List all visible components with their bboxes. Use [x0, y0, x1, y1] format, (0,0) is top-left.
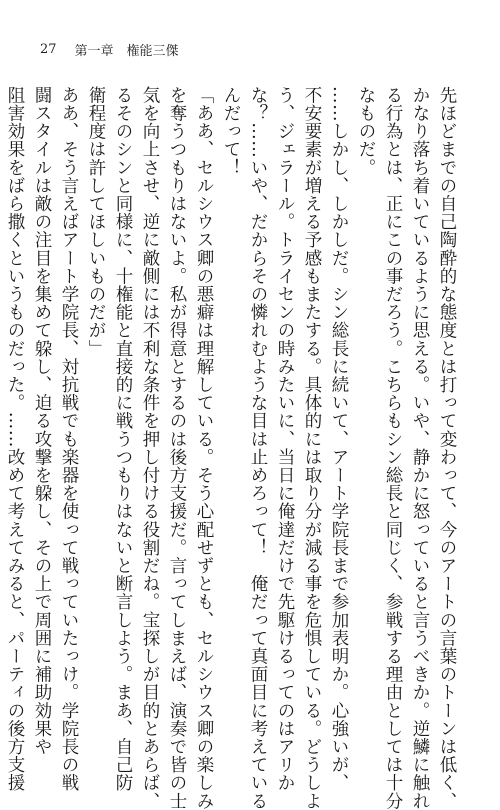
- text-line: 阻害効果をばら撒くというものだった。……改めて考えてみると、パーティの後方支援: [5, 86, 25, 792]
- text-line: んだって！: [221, 86, 241, 177]
- text-line: 「ああ、セルシウス卿の悪癖は理解している。そう心配せずとも、セルシウス卿の楽しみ: [194, 86, 214, 810]
- text-line: [0, 86, 1, 671]
- text-line: 闘スタイルは敵の注目を集めて躱し、迫る攻撃を躱し、その上で周囲に補助効果や: [32, 86, 52, 756]
- text-line: 先ほどまでの自己陶酔的な態度とは打って変わって、今のアートの言葉のトーンは低く、: [437, 86, 457, 810]
- text-line: かなり落ち着いているように思える。いや、静かに怒っていると言うべきか。逆鱗に触れ: [410, 86, 430, 810]
- text-line: るそのシンと同様に、十権能と直接的に戦うつもりはないと断言しよう。まあ、自己防: [113, 86, 133, 792]
- text-line: ああ、そう言えばアート学院長、対抗戦でも楽器を使って戦っていたっけ。学院長の戦: [59, 86, 79, 792]
- text-line: を奪うつもりはないよ。私が得意とするのは後方支援だ。言ってしまえば、演奏で皆の士: [167, 86, 187, 810]
- vertical-body-text: [5, 86, 460, 810]
- text-line: 気を向上させ、逆に敵側には不利な条件を押し付ける役割だね。宝探しが目的とあらば、: [140, 86, 160, 810]
- text-line: う、ジェラール。トライセンの時みたいに、当日に俺達だけで先駆けるってのはアリか: [275, 86, 295, 792]
- text-line: 不安要素が増える予感もまたする。具体的には取り分が減る事を危惧している。どうしよ: [302, 86, 322, 810]
- page-header: [40, 38, 460, 60]
- text-line: る行為とは、正にこの事だろう。こちらもシン総長と同じく、参戦する理由としては十分: [383, 86, 403, 810]
- page-number: 27: [40, 41, 57, 57]
- text-line: なものだ。: [356, 86, 376, 177]
- text-line: 衛程度は許してほしいものだが」: [86, 86, 106, 358]
- chapter-title: 第一章 権能三傑: [74, 43, 179, 59]
- text-line: な？……いや、だからその憐れむような目は止めろって！ 俺だって真面目に考えている: [248, 86, 268, 810]
- text-line: ……しかし、しかしだ。シン総長に続いて、アート学院長まで参加表明か。心強いが、: [329, 86, 349, 792]
